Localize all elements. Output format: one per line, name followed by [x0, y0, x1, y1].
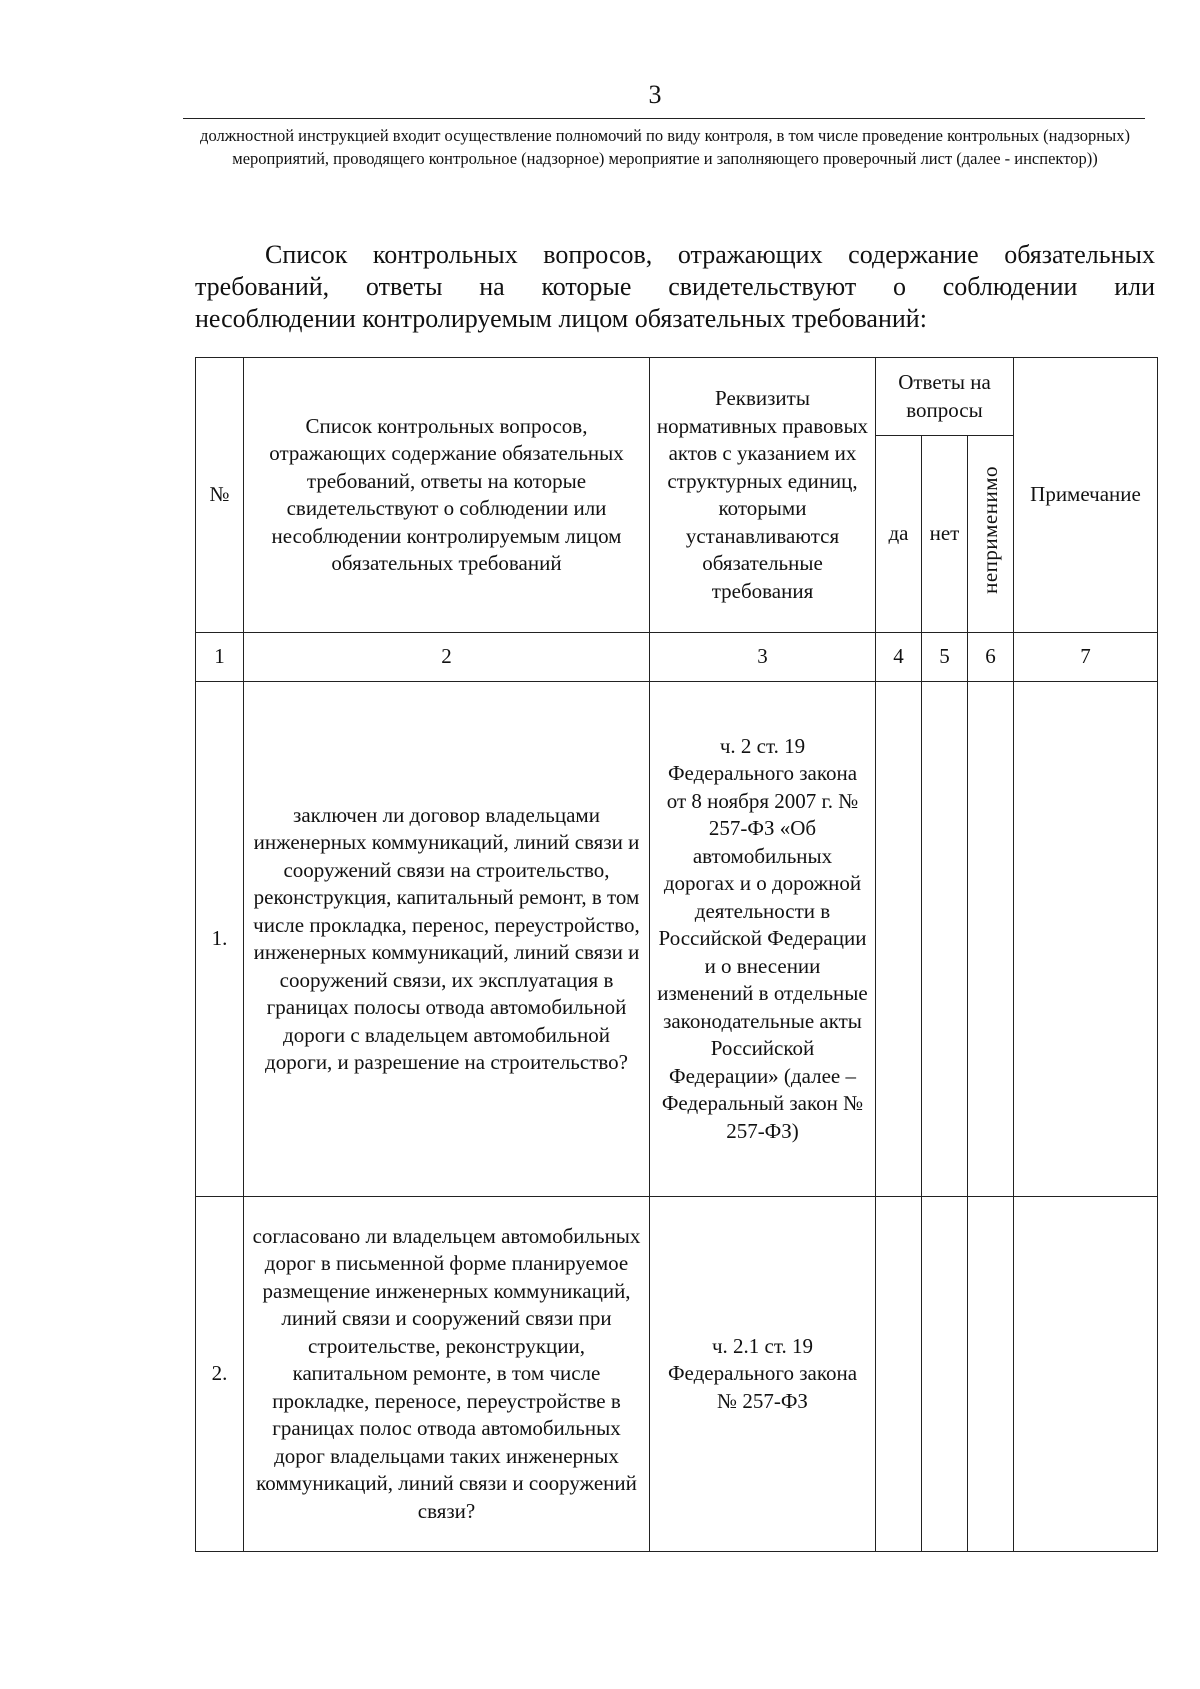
note-cell[interactable]	[1014, 682, 1158, 1197]
intro-line: несоблюдении контролируемым лицом обязательных требований:	[195, 304, 927, 333]
header-questions: Список контрольных вопросов, отражающих содержание обязательных требований, ответы на которые свидетельствуют о соблюдении или несоблюдении контролируемым лицом обязательных требований	[244, 358, 650, 633]
row-requisite: ч. 2.1 ст. 19 Федерального закона № 257-ФЗ	[650, 1197, 876, 1552]
column-number: 4	[876, 633, 922, 682]
row-question: заключен ли договор владельцами инженерных коммуникаций, линий связи и сооружений связи на строительство, реконструкция, капитальный ремонт, в том числе прокладка, перенос, переустройство, инженерных коммуникаций, линий связи и сооружений связи, их эксплуатация в границах полосы отвода автомобильной дороги с владельцем автомобильной дороги, и разрешение на строительство?	[244, 682, 650, 1197]
header-requisites: Реквизиты нормативных правовых актов с указанием их структурных единиц, которыми устанавливаются обязательные требования	[650, 358, 876, 633]
answer-yes-cell[interactable]	[876, 1197, 922, 1552]
row-number: 2.	[196, 1197, 244, 1552]
header-note: Примечание	[1014, 358, 1158, 633]
column-number: 7	[1014, 633, 1158, 682]
intro-line: Список контрольных вопросов, отражающих содержание обязательных	[265, 240, 1155, 269]
answer-not-applicable-cell[interactable]	[968, 682, 1014, 1197]
checklist-table	[195, 357, 1158, 1552]
answer-yes-cell[interactable]	[876, 682, 922, 1197]
answer-not-applicable-cell[interactable]	[968, 1197, 1014, 1552]
header-number: №	[196, 358, 244, 633]
column-number: 3	[650, 633, 876, 682]
answer-no-cell[interactable]	[922, 1197, 968, 1552]
row-number: 1.	[196, 682, 244, 1197]
intro-paragraph	[195, 239, 1155, 335]
header-no: нет	[922, 436, 968, 633]
note-cell[interactable]	[1014, 1197, 1158, 1552]
header-rule	[183, 118, 1145, 119]
table-row	[196, 682, 1158, 1197]
page-number: 3	[648, 80, 662, 109]
header-caption: должностной инструкцией входит осуществление полномочий по виду контроля, в том числе проведение контрольных (надзорных) мероприятий, проводящего контрольное (надзорное) мероприятие и заполняющего проверочный лист (далее - инспектор))	[200, 126, 1130, 168]
column-number: 2	[244, 633, 650, 682]
table-row	[196, 1197, 1158, 1552]
column-number: 1	[196, 633, 244, 682]
row-question: согласовано ли владельцем автомобильных дорог в письменной форме планируемое размещение инженерных коммуникаций, линий связи и сооружений связи при строительстве, реконструкции, капитальном ремонте, в том числе прокладке, переносе, переустройстве в границах полос отвода автомобильных дорог владельцами таких инженерных коммуникаций, линий связи и сооружений связи?	[244, 1197, 650, 1552]
column-number: 6	[968, 633, 1014, 682]
row-requisite: ч. 2 ст. 19 Федерального закона от 8 ноября 2007 г. № 257-ФЗ «Об автомобильных дорогах и о дорожной деятельности в Российской Федерации и о внесении изменений в отдельные законодательные акты Российской Федерации» (далее – Федеральный закон № 257-ФЗ)	[650, 682, 876, 1197]
answer-no-cell[interactable]	[922, 682, 968, 1197]
column-number: 5	[922, 633, 968, 682]
intro-line: требований, ответы на которые свидетельствуют о соблюдении или	[195, 272, 1155, 301]
header-answers: Ответы на вопросы	[876, 358, 1014, 436]
header-not-applicable-label: неприменимо	[977, 466, 1002, 595]
header-not-applicable	[968, 436, 1014, 633]
header-yes: да	[876, 436, 922, 633]
